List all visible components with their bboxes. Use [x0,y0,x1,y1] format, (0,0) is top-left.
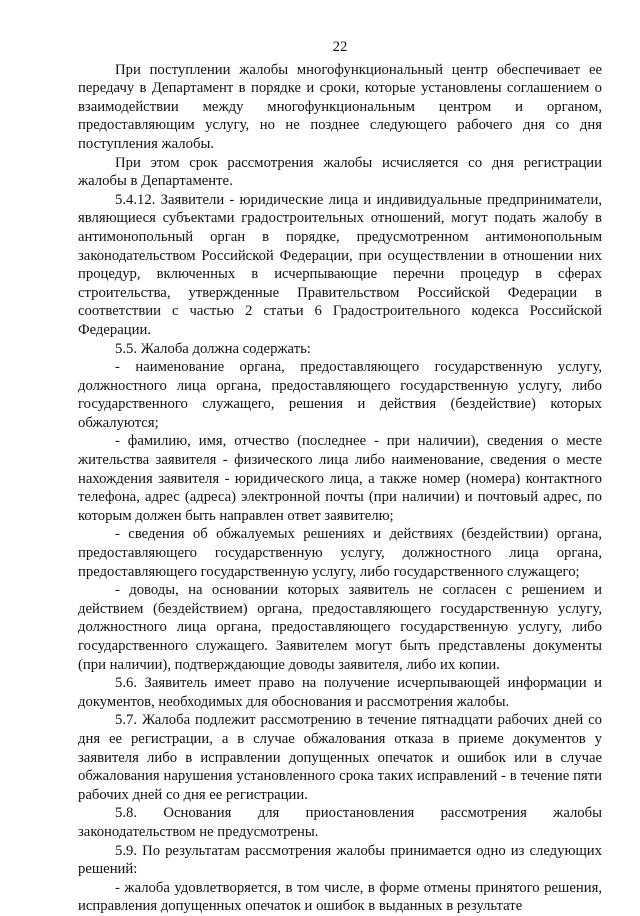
list-item-complaint-satisfied: - жалоба удовлетворяется, в том числе, в форме отмены принятого решения, исправления допущенных опечаток и ошибок в выданных в результате [78,879,602,915]
list-item-applicant-info: - фамилию, имя, отчество (последнее - при наличии), сведения о месте жительства заявителя - физического лица либо наименование, сведения о месте нахождения заявителя - юридического лица, а также номер (номера) контактного телефона, адрес (адреса) электронной почты (при наличии) и почтовый адрес, по которым должен быть направлен ответ заявителю; [78,433,602,524]
list-item-appealed-decisions: - сведения об обжалуемых решениях и действиях (бездействии) органа, предоставляющего государственную услугу, должностного лица органа, предоставляющего государственную услугу, либо государственного служащего; [78,526,602,580]
paragraph-5-9: 5.9. По результатам рассмотрения жалобы принимается одно из следующих решений: [78,842,602,878]
paragraph-5-7: 5.7. Жалоба подлежит рассмотрению в течение пятнадцати рабочих дней со дня ее регистрации, а в случае обжалования отказа в приеме документов у заявителя либо в исправлении допущенных опечаток и ошибок или в случае обжалования нарушения установленного срока таких исправлений - в течение пяти рабочих дней со дня ее регистрации. [78,712,602,803]
paragraph-complaint-transfer: При поступлении жалобы многофункциональный центр обеспечивает ее передачу в Департамент в порядке и сроки, которые установлены соглашением о взаимодействии между многофункциональным центром и органом, предоставляющим услугу, но не позднее следующего рабочего дня со дня поступления жалобы. [78,61,602,152]
document-page [78,38,602,916]
paragraph-5-8: 5.8. Основания для приостановления рассмотрения жалобы законодательством не предусмотрены. [78,805,602,840]
list-item-arguments: - доводы, на основании которых заявитель не согласен с решением и действием (бездействием) органа, предоставляющего государственную услугу, должностного лица органа, предоставляющего государственную услугу, либо государственного служащего. Заявителем могут быть представлены документы (при наличии), подтверждающие доводы заявителя, либо их копии. [78,582,602,673]
paragraph-review-term: При этом срок рассмотрения жалобы исчисляется со дня регистрации жалобы в Департаменте. [78,154,602,190]
paragraph-5-4-12: 5.4.12. Заявители - юридические лица и индивидуальные предприниматели, являющиеся субъектами градостроительных отношений, могут подать жалобу в антимонопольный орган в порядке, предусмотренном антимонопольным законодательством Российской Федерации, при осуществлении в отношении них процедур, включенных в исчерпывающие перечни процедур в сферах строительства, утвержденные Правительством Российской Федерации в соответствии с частью 2 статьи 6 Градостроительного кодекса Российской Федерации. [78,191,602,338]
paragraph-5-6: 5.6. Заявитель имеет право на получение исчерпывающей информации и документов, необходимых для обоснования и рассмотрения жалобы. [78,675,602,710]
paragraph-5-5: 5.5. Жалоба должна содержать: [115,340,311,357]
page-number: 22 [332,39,348,55]
list-item-organ-name: - наименование органа, предоставляющего государственную услугу, должностного лица органа, предоставляющего государственную услугу, либо государственного служащего, решения и действия (бездействие) которых обжалуются; [78,359,602,431]
